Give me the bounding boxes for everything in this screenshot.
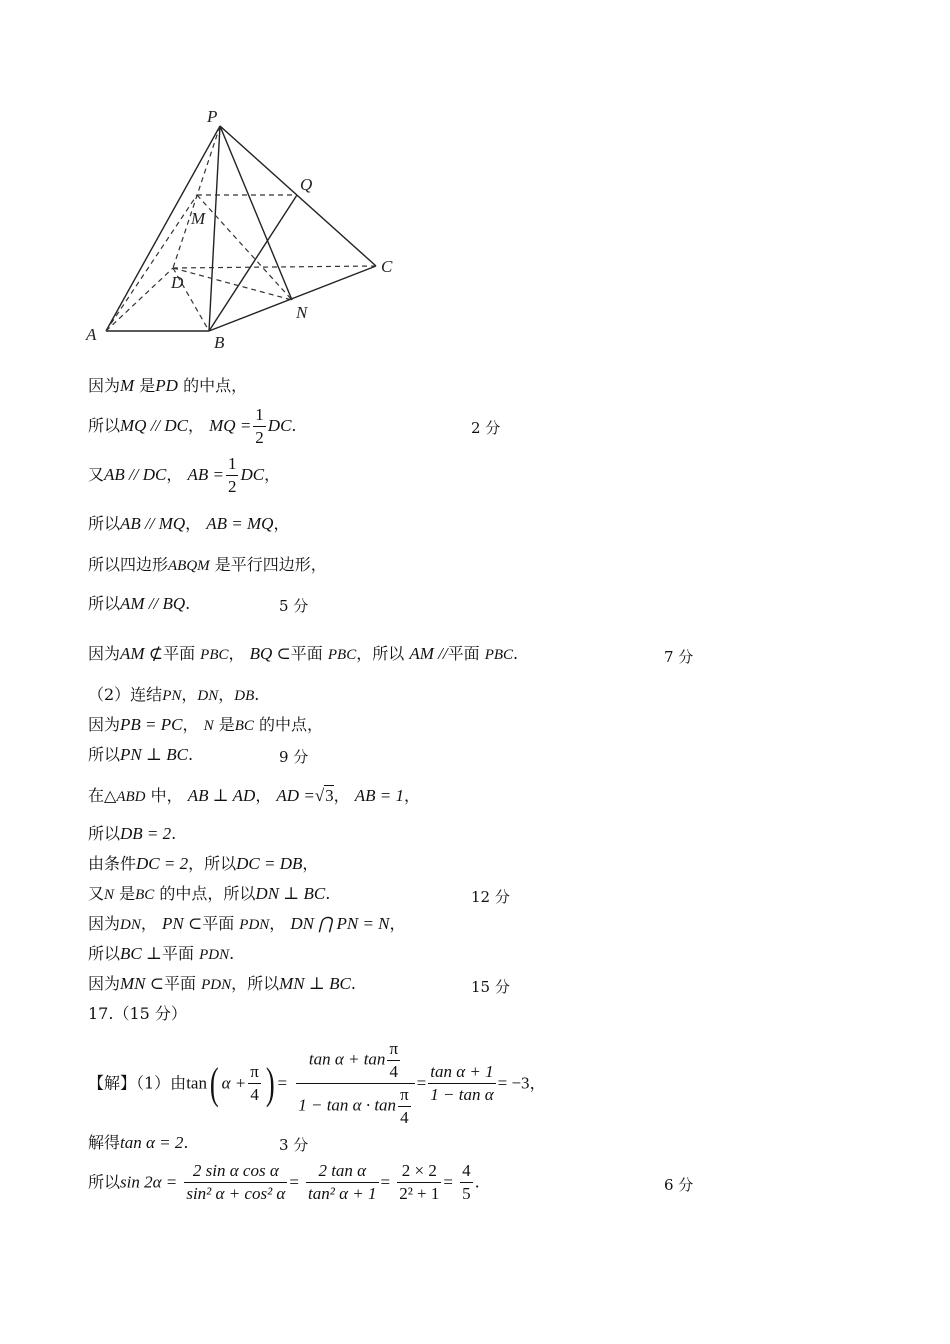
score-label: 9 分 (279, 748, 309, 766)
text-line: 又N 是BC 的中点，所以DN ⊥ BC. (88, 884, 331, 903)
fraction: $\frac{1}{2}$ (255, 405, 264, 447)
fraction: $\frac{1}{2}$ (227, 454, 237, 496)
fraction: tan α + tan $\frac{\pi}{4}$ 1 − tan α · tan $\frac{\pi}{4}$ (296, 1038, 414, 1129)
text-line: 所以sin 2α = $\frac{\text{2 sin α cos α}}{\text{sin² α + cos² α}}$ = $\frac{\text{2 tan α}}{\text{tan² α + 1}}$ = $\frac{2 \times 2}{\text{2² + 1}}$ = $\frac{4}{5}$ . (88, 1161, 480, 1203)
score-label: 6 分 (664, 1176, 694, 1194)
text-line: 因为DN， PN ⊂平面 PDN， DN ⋂ PN = N， (88, 914, 406, 933)
score-label: 15 分 (471, 978, 510, 996)
text-line: 因为AM ⊄平面 PBC， BQ ⊂平面 PBC，所以 AM //平面 PBC. (88, 644, 519, 663)
fraction: $\frac{\text{tan α + 1}}{\text{1 − tan α}}$ (430, 1062, 494, 1104)
fraction: $\frac{\pi}{4}$ (250, 1062, 259, 1104)
text-line: 又AB // DC， AB = $\frac{1}{2}$ DC， (88, 454, 281, 496)
fraction: $\frac{4}{5}$ (462, 1161, 471, 1203)
score-label: 5 分 (279, 597, 309, 615)
edge-pa (106, 126, 220, 331)
edge-ad (106, 268, 173, 331)
text-line: 由条件DC = 2，所以DC = DB， (88, 854, 319, 873)
text-line: 所以DB = 2. (88, 824, 177, 843)
section-heading: 17.（15 分） (88, 1004, 187, 1023)
text-line: 因为MN ⊂平面 PDN，所以MN ⊥ BC. (88, 974, 356, 993)
edge-pc (220, 126, 376, 266)
radicand: 3 (325, 786, 334, 805)
label-c: C (381, 257, 393, 276)
text-line: 所以四边形ABQM 是平行四边形， (88, 555, 327, 574)
edge-bc (209, 266, 376, 331)
score-label: 2 分 (471, 419, 501, 437)
text-line: 因为PB = PC， N 是BC 的中点， (88, 715, 323, 734)
edge-bq (209, 195, 297, 331)
fraction: $\frac{\text{2 sin α cos α}}{\text{sin² α + cos² α}}$ (186, 1161, 286, 1203)
pyramid-figure (80, 100, 410, 360)
text-line: 所以AB // MQ， AB = MQ， (88, 514, 290, 533)
edge-dc (173, 266, 376, 268)
edge-am (106, 195, 197, 331)
score-label: 7 分 (664, 648, 694, 666)
text-line: 因为M 是PD 的中点， (88, 376, 248, 395)
score-label: 3 分 (279, 1136, 309, 1154)
text-line: 解得tan α = 2. (88, 1133, 189, 1152)
text-line: 所以BC ⊥平面 PDN. (88, 944, 235, 963)
text-line: 在△ABD 中， AB ⊥ AD， AD =√3， AB = 1， (88, 786, 421, 805)
text-line: 【解】（1）由tan( α + $\frac{\pi}{4}$ ) = tan α + tan $\frac{\pi}{4}$ 1 − tan α · tan $\frac{\pi}{4}$ = $\frac{\text{tan α + 1}}{\text{1 − tan α}}$ = −3， (88, 1039, 546, 1127)
label-p: P (207, 107, 218, 126)
text-line: 所以MQ // DC， MQ = $\frac{1}{2}$ DC. (88, 405, 297, 447)
label-m: M (191, 209, 206, 228)
edge-pb (209, 126, 220, 331)
edge-pn (220, 126, 292, 300)
label-a: A (86, 325, 97, 344)
score-label: 12 分 (471, 888, 510, 906)
label-n: N (296, 303, 308, 322)
text-line: 所以PN ⊥ BC. (88, 745, 194, 764)
fraction: $\frac{\text{2 tan α}}{\text{tan² α + 1}}$ (308, 1161, 377, 1203)
label-b: B (214, 333, 225, 352)
fraction: $\frac{2 \times 2}{\text{2² + 1}}$ (399, 1161, 440, 1203)
text-line: （2）连结PN，DN，DB. (88, 685, 260, 704)
text-line: 所以AM // BQ. (88, 594, 191, 613)
label-q: Q (300, 175, 313, 194)
label-d: D (171, 273, 184, 292)
